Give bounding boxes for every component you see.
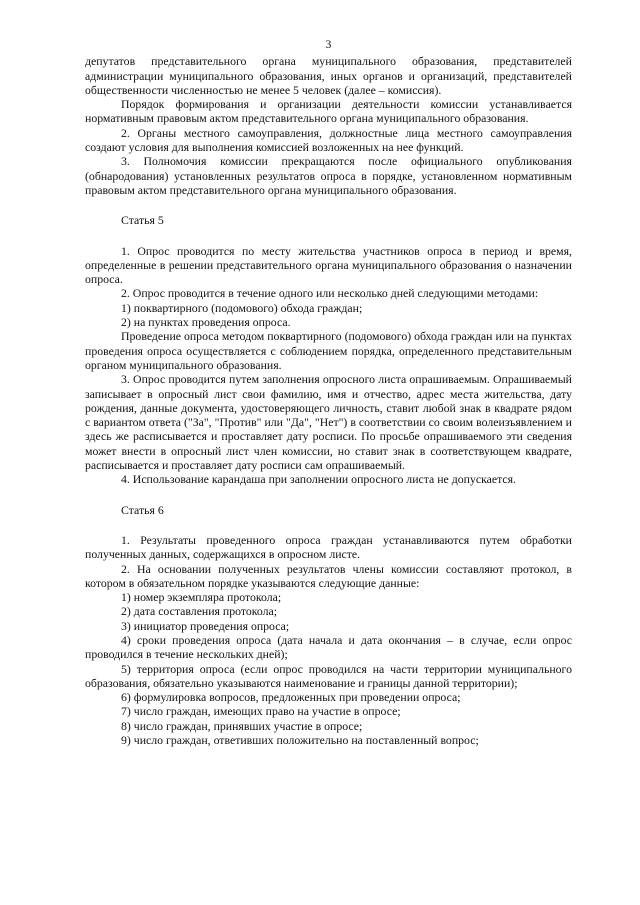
article6-item-3: 3) инициатор проведения опроса; [121,618,290,633]
article6-item-7: 7) число граждан, имеющих право на участие в опросе; [121,704,401,719]
article5-method-1: 1) поквартирного (подомового) обхода граждан; [121,300,363,315]
article6-paragraph-1: 1. Результаты проведенного опроса граждан устанавливаются путем обработки полученных данных, содержащихся в опросном листе. [85,532,572,562]
article6-item-1: 1) номер экземпляра протокола; [121,590,282,605]
article6-item-6: 6) формулировка вопросов, предложенных при проведении опроса; [121,690,461,705]
article5-paragraph-method: Проведение опроса методом поквартирного (подомового) обхода граждан или на пунктах проведения опроса осуществляется с соблюдением порядка, определенного представительным органом муниципального образования. [85,329,572,372]
article5-heading: Статья 5 [121,213,164,228]
article5-paragraph-1: 1. Опрос проводится по месту жительства участников опроса в период и время, определенные в решении представительного органа муниципального образования о назначении опроса. [85,243,572,287]
article4-paragraph-continuation: депутатов представительного органа муниципального образования, представителей администрации муниципального образования, иных органов и организаций, представителей общественности численностью не менее 5 человек (далее – комиссия). [85,54,572,97]
article4-paragraph-3: 3. Полномочия комиссии прекращаются после официального опубликования (обнародования) установленных результатов опроса в порядке, установленном нормативным правовым актом представительного органа муниципального образования. [85,154,572,197]
article6-item-4: 4) сроки проведения опроса (дата начала и дата окончания – в случае, если опрос проводился в течение нескольких дней); [85,632,572,662]
article6-heading: Статья 6 [121,502,164,517]
article6-paragraph-2: 2. На основании полученных результатов члены комиссии составляют протокол, в котором в обязательном порядке указываются следующие данные: [85,561,572,590]
article5-paragraph-2: 2. Опрос проводится в течение одного или несколько дней следующими методами: [121,286,539,301]
article5-paragraph-4: 4. Использование карандаша при заполнении опросного листа не допускается. [121,472,517,487]
article4-paragraph-order: Порядок формирования и организации деятельности комиссии устанавливается нормативным правовым актом представительного органа муниципального образования. [85,97,572,126]
page-number: 3 [325,37,332,51]
article6-item-2: 2) дата составления протокола; [121,604,278,619]
article5-method-2: 2) на пунктах проведения опроса. [121,315,291,330]
article4-paragraph-2: 2. Органы местного самоуправления, должностные лица местного самоуправления создают условия для выполнения комиссией возложенных на нее функций. [85,125,572,155]
article5-paragraph-3: 3. Опрос проводится путем заполнения опросного листа опрашиваемым. Опрашиваемый записывает в опросный лист свои фамилию, имя и отчество, адрес места жительства, дату рождения, данные документа, удостоверяющего личность, ставит любой знак в квадрате рядом с вариантом ответа ("За", "Против" или "Да", "Нет") в соответствии со своим волеизъявлением и здесь же расписывается и проставляет дату росписи. По просьбе опрашиваемого эти сведения может внести в опросный лист член комиссии, но ставит знак в соответствующем квадрате, расписывается и проставляет дату росписи сам опрашиваемый. [85,372,572,473]
article6-item-8: 8) число граждан, принявших участие в опросе; [121,718,363,733]
article6-item-9: 9) число граждан, ответивших положительно на поставленный вопрос; [121,733,479,748]
article6-item-5: 5) территория опроса (если опрос проводился на части территории муниципального образования, обязательно указываются наименование и границы данной территории); [85,661,572,690]
